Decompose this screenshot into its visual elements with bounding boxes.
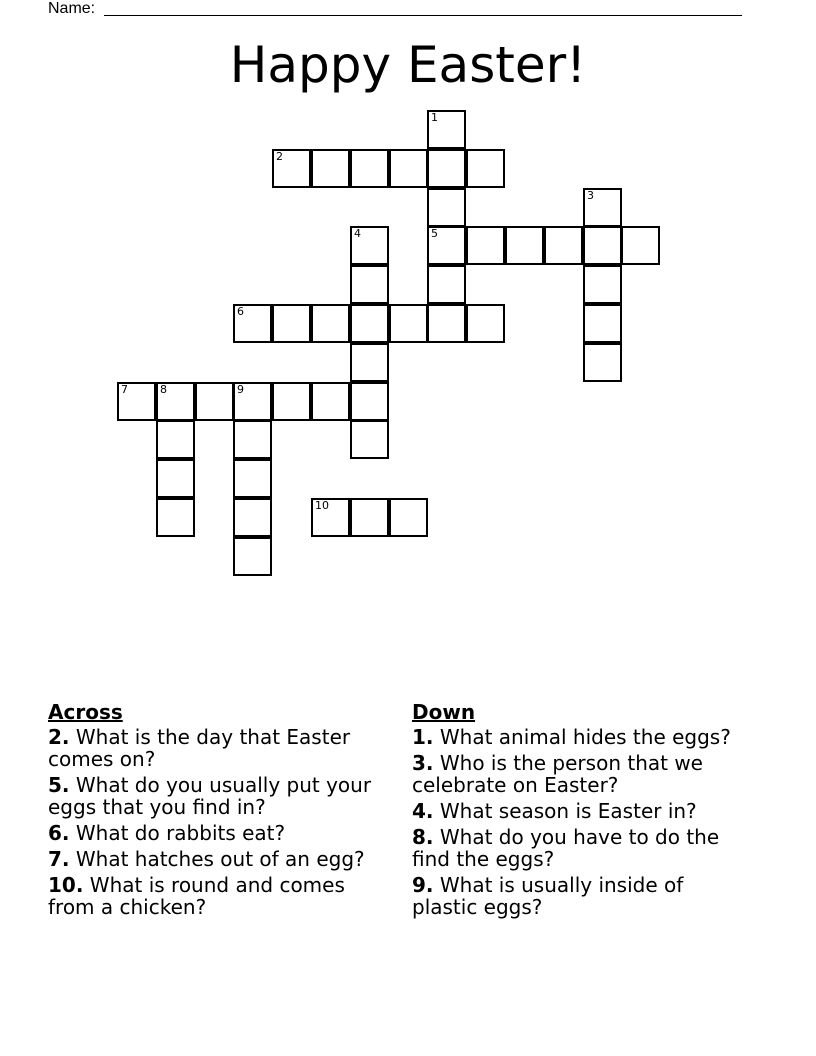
clue-down-8: 8. What do you have to do the find the eggs? (412, 825, 720, 871)
crossword-cell[interactable] (544, 226, 583, 265)
cell-number: 8 (160, 383, 167, 396)
clue-down-1: 1. What animal hides the eggs? (412, 725, 731, 749)
crossword-cell[interactable] (350, 498, 389, 537)
cell-number: 1 (431, 111, 438, 124)
crossword-cell[interactable] (350, 420, 389, 459)
crossword-cell[interactable] (583, 343, 622, 382)
clue-across-2: 2. What is the day that Easter comes on? (48, 725, 351, 771)
down-heading: Down (412, 700, 476, 724)
clue-across-6: 6. What do rabbits eat? (48, 821, 286, 845)
cell-number: 6 (237, 305, 244, 318)
crossword-cell[interactable] (233, 304, 272, 343)
crossword-cell[interactable] (427, 188, 466, 227)
crossword-cell[interactable] (505, 226, 544, 265)
crossword-cell[interactable] (233, 498, 272, 537)
crossword-cell[interactable] (156, 498, 195, 537)
crossword-cell[interactable] (233, 459, 272, 498)
clue-across-5: 5. What do you usually put your eggs that you find in? (48, 773, 372, 819)
crossword-cell[interactable] (466, 149, 505, 188)
crossword-cell[interactable] (272, 304, 311, 343)
crossword-cell[interactable] (427, 110, 466, 149)
crossword-cell[interactable] (466, 304, 505, 343)
crossword-cell[interactable] (350, 226, 389, 265)
crossword-cell[interactable] (195, 382, 234, 421)
cell-number: 7 (121, 383, 128, 396)
crossword-cell[interactable] (350, 304, 389, 343)
clue-down-9: 9. What is usually inside of plastic eggs? (412, 873, 684, 919)
cell-number: 2 (276, 150, 283, 163)
crossword-cell[interactable] (233, 420, 272, 459)
name-label: Name: (48, 0, 96, 17)
crossword-cell[interactable] (311, 382, 350, 421)
crossword-cell[interactable] (156, 459, 195, 498)
crossword-cell[interactable] (427, 265, 466, 304)
cell-number: 4 (354, 227, 361, 240)
crossword-cell[interactable] (583, 265, 622, 304)
crossword-cell[interactable] (350, 343, 389, 382)
clue-down-4: 4. What season is Easter in? (412, 799, 697, 823)
crossword-cell[interactable] (272, 149, 311, 188)
crossword-cell[interactable] (350, 149, 389, 188)
cell-number: 3 (587, 189, 594, 202)
crossword-cell[interactable] (466, 226, 505, 265)
crossword-cell[interactable] (350, 265, 389, 304)
cell-number: 9 (237, 383, 244, 396)
crossword-cell[interactable] (621, 226, 660, 265)
crossword-cell[interactable] (583, 226, 622, 265)
crossword-cell[interactable] (427, 149, 466, 188)
crossword-cell[interactable] (583, 188, 622, 227)
clue-across-7: 7. What hatches out of an egg? (48, 847, 365, 871)
crossword-cell[interactable] (583, 304, 622, 343)
crossword-cell[interactable] (389, 498, 428, 537)
down-clues (412, 701, 752, 922)
crossword-cell[interactable] (156, 382, 195, 421)
crossword-cell[interactable] (233, 382, 272, 421)
crossword-cell[interactable] (272, 382, 311, 421)
across-heading: Across (48, 700, 123, 724)
crossword-cell[interactable] (311, 304, 350, 343)
crossword-cell[interactable] (350, 382, 389, 421)
crossword-cell[interactable] (311, 149, 350, 188)
clue-across-10: 10. What is round and comes from a chicken? (48, 873, 345, 919)
page-title: Happy Easter! (229, 36, 587, 94)
crossword-cell[interactable] (156, 420, 195, 459)
crossword-cell[interactable] (427, 304, 466, 343)
cell-number: 5 (431, 227, 438, 240)
clue-down-3: 3. Who is the person that we celebrate on Easter? (412, 751, 703, 797)
across-clues (48, 701, 388, 922)
crossword-cell[interactable] (389, 304, 428, 343)
crossword-cell[interactable] (311, 498, 350, 537)
crossword-cell[interactable] (389, 149, 428, 188)
crossword-cell[interactable] (117, 382, 156, 421)
crossword-cell[interactable] (427, 226, 466, 265)
cell-number: 10 (315, 499, 329, 512)
crossword-cell[interactable] (233, 537, 272, 576)
